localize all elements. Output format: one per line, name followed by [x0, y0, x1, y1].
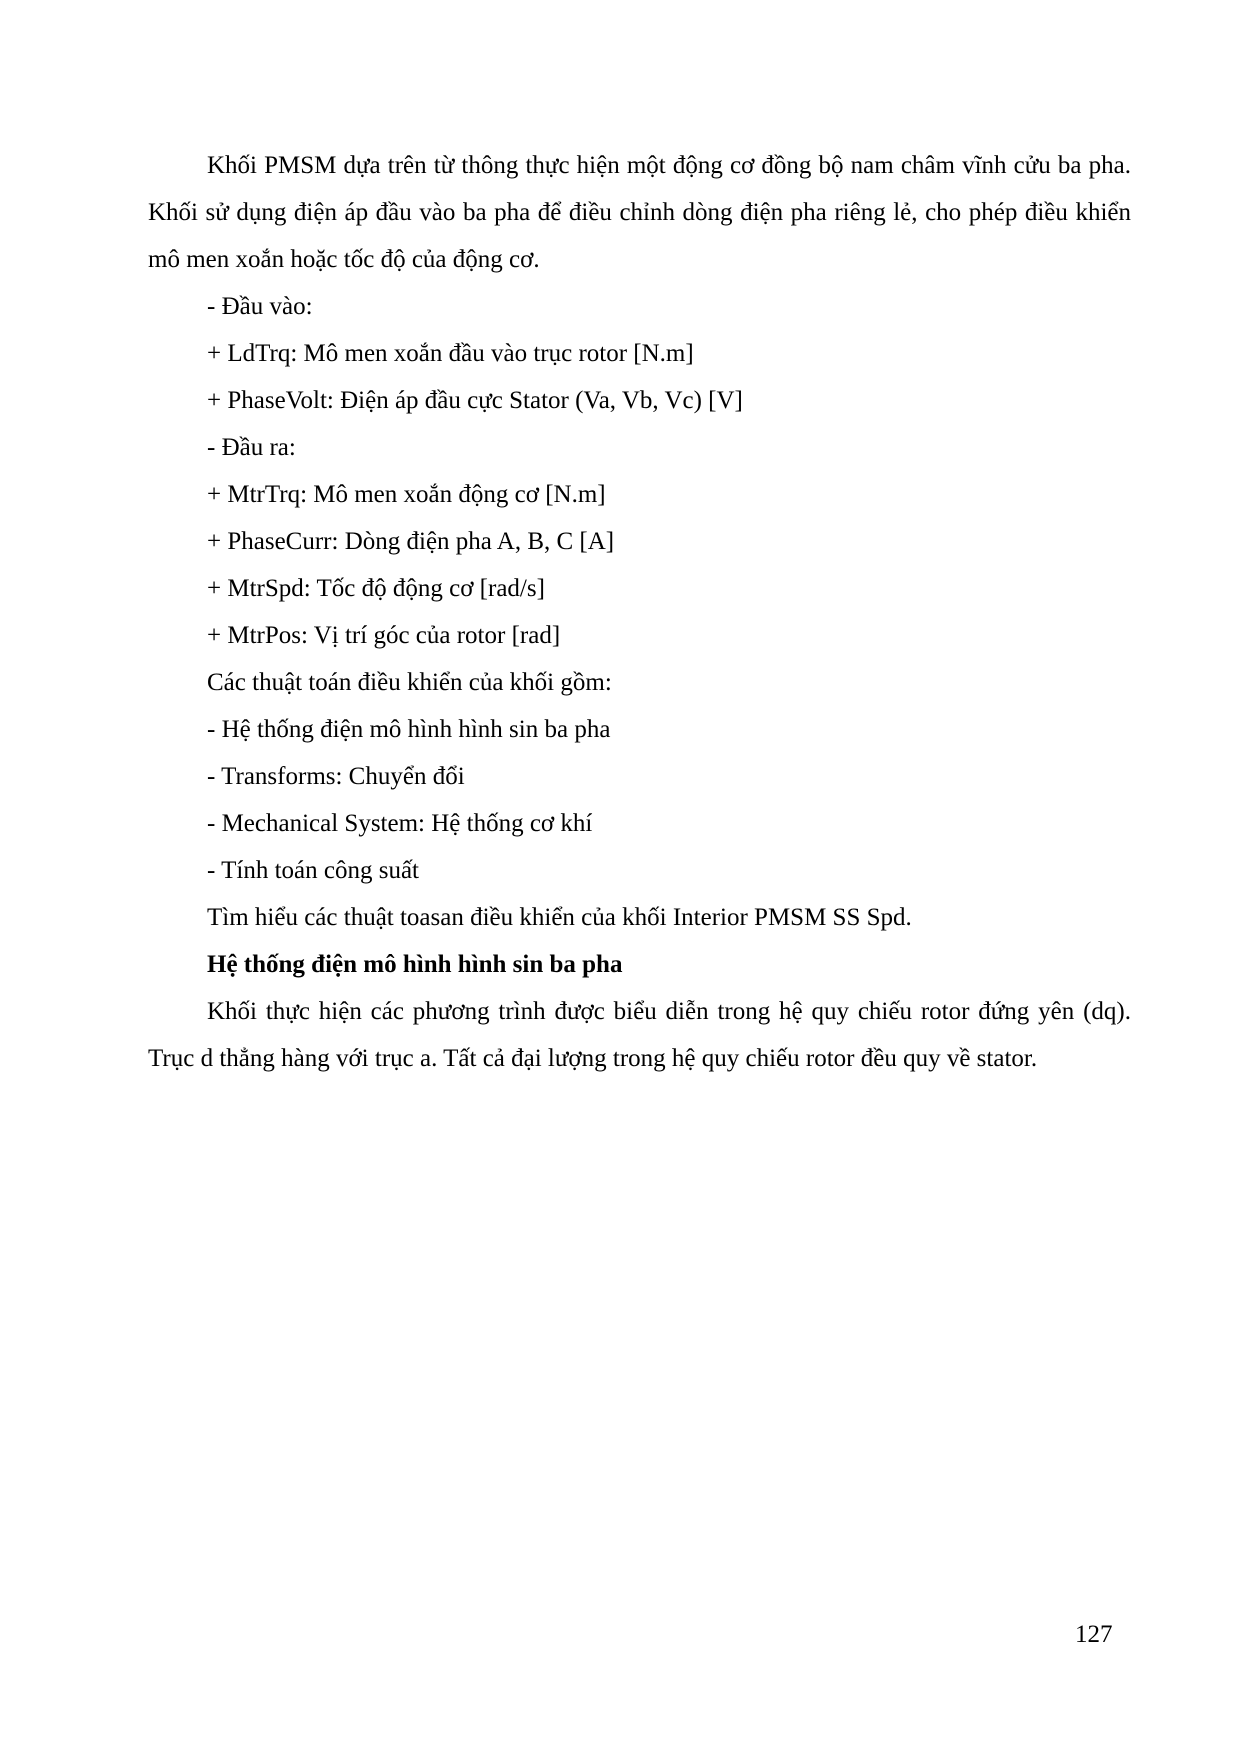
algorithm-item: - Tính toán công suất: [207, 857, 419, 884]
inputs-label: - Đầu vào:: [207, 293, 313, 320]
output-item: + PhaseCurr: Dòng điện pha A, B, C [A]: [207, 528, 615, 555]
outputs-label: - Đầu ra:: [207, 434, 296, 461]
study-line: Tìm hiểu các thuật toasan điều khiển của khối Interior PMSM SS Spd.: [207, 904, 912, 931]
final-paragraph: Khối thực hiện các phương trình được biểu diễn trong hệ quy chiếu rotor đứng yên (dq). Trục d thẳng hàng với trục a. Tất cả đại lượng trong hệ quy chiếu rotor đều quy về stator.: [148, 998, 1131, 1072]
output-item: + MtrSpd: Tốc độ động cơ [rad/s]: [207, 575, 545, 602]
page-number: 127: [1075, 1621, 1113, 1648]
input-item: + PhaseVolt: Điện áp đầu cực Stator (Va, Vb, Vc) [V]: [207, 387, 743, 414]
body-text: [148, 142, 1131, 1082]
algorithm-item: - Hệ thống điện mô hình hình sin ba pha: [207, 716, 611, 743]
output-item: + MtrTrq: Mô men xoắn động cơ [N.m]: [207, 481, 606, 508]
intro-paragraph: Khối PMSM dựa trên từ thông thực hiện một động cơ đồng bộ nam châm vĩnh cửu ba pha. Khối sử dụng điện áp đầu vào ba pha để điều chỉnh dòng điện pha riêng lẻ, cho phép điều khiển mô men xoắn hoặc tốc độ của động cơ.: [148, 152, 1131, 273]
algorithm-item: - Transforms: Chuyển đổi: [207, 763, 465, 790]
algorithm-item: - Mechanical System: Hệ thống cơ khí: [207, 810, 593, 837]
output-item: + MtrPos: Vị trí góc của rotor [rad]: [207, 622, 561, 649]
algorithms-label: Các thuật toán điều khiển của khối gồm:: [207, 669, 612, 696]
input-item: + LdTrq: Mô men xoắn đầu vào trục rotor [N.m]: [207, 340, 694, 367]
section-heading: Hệ thống điện mô hình hình sin ba pha: [207, 951, 623, 978]
